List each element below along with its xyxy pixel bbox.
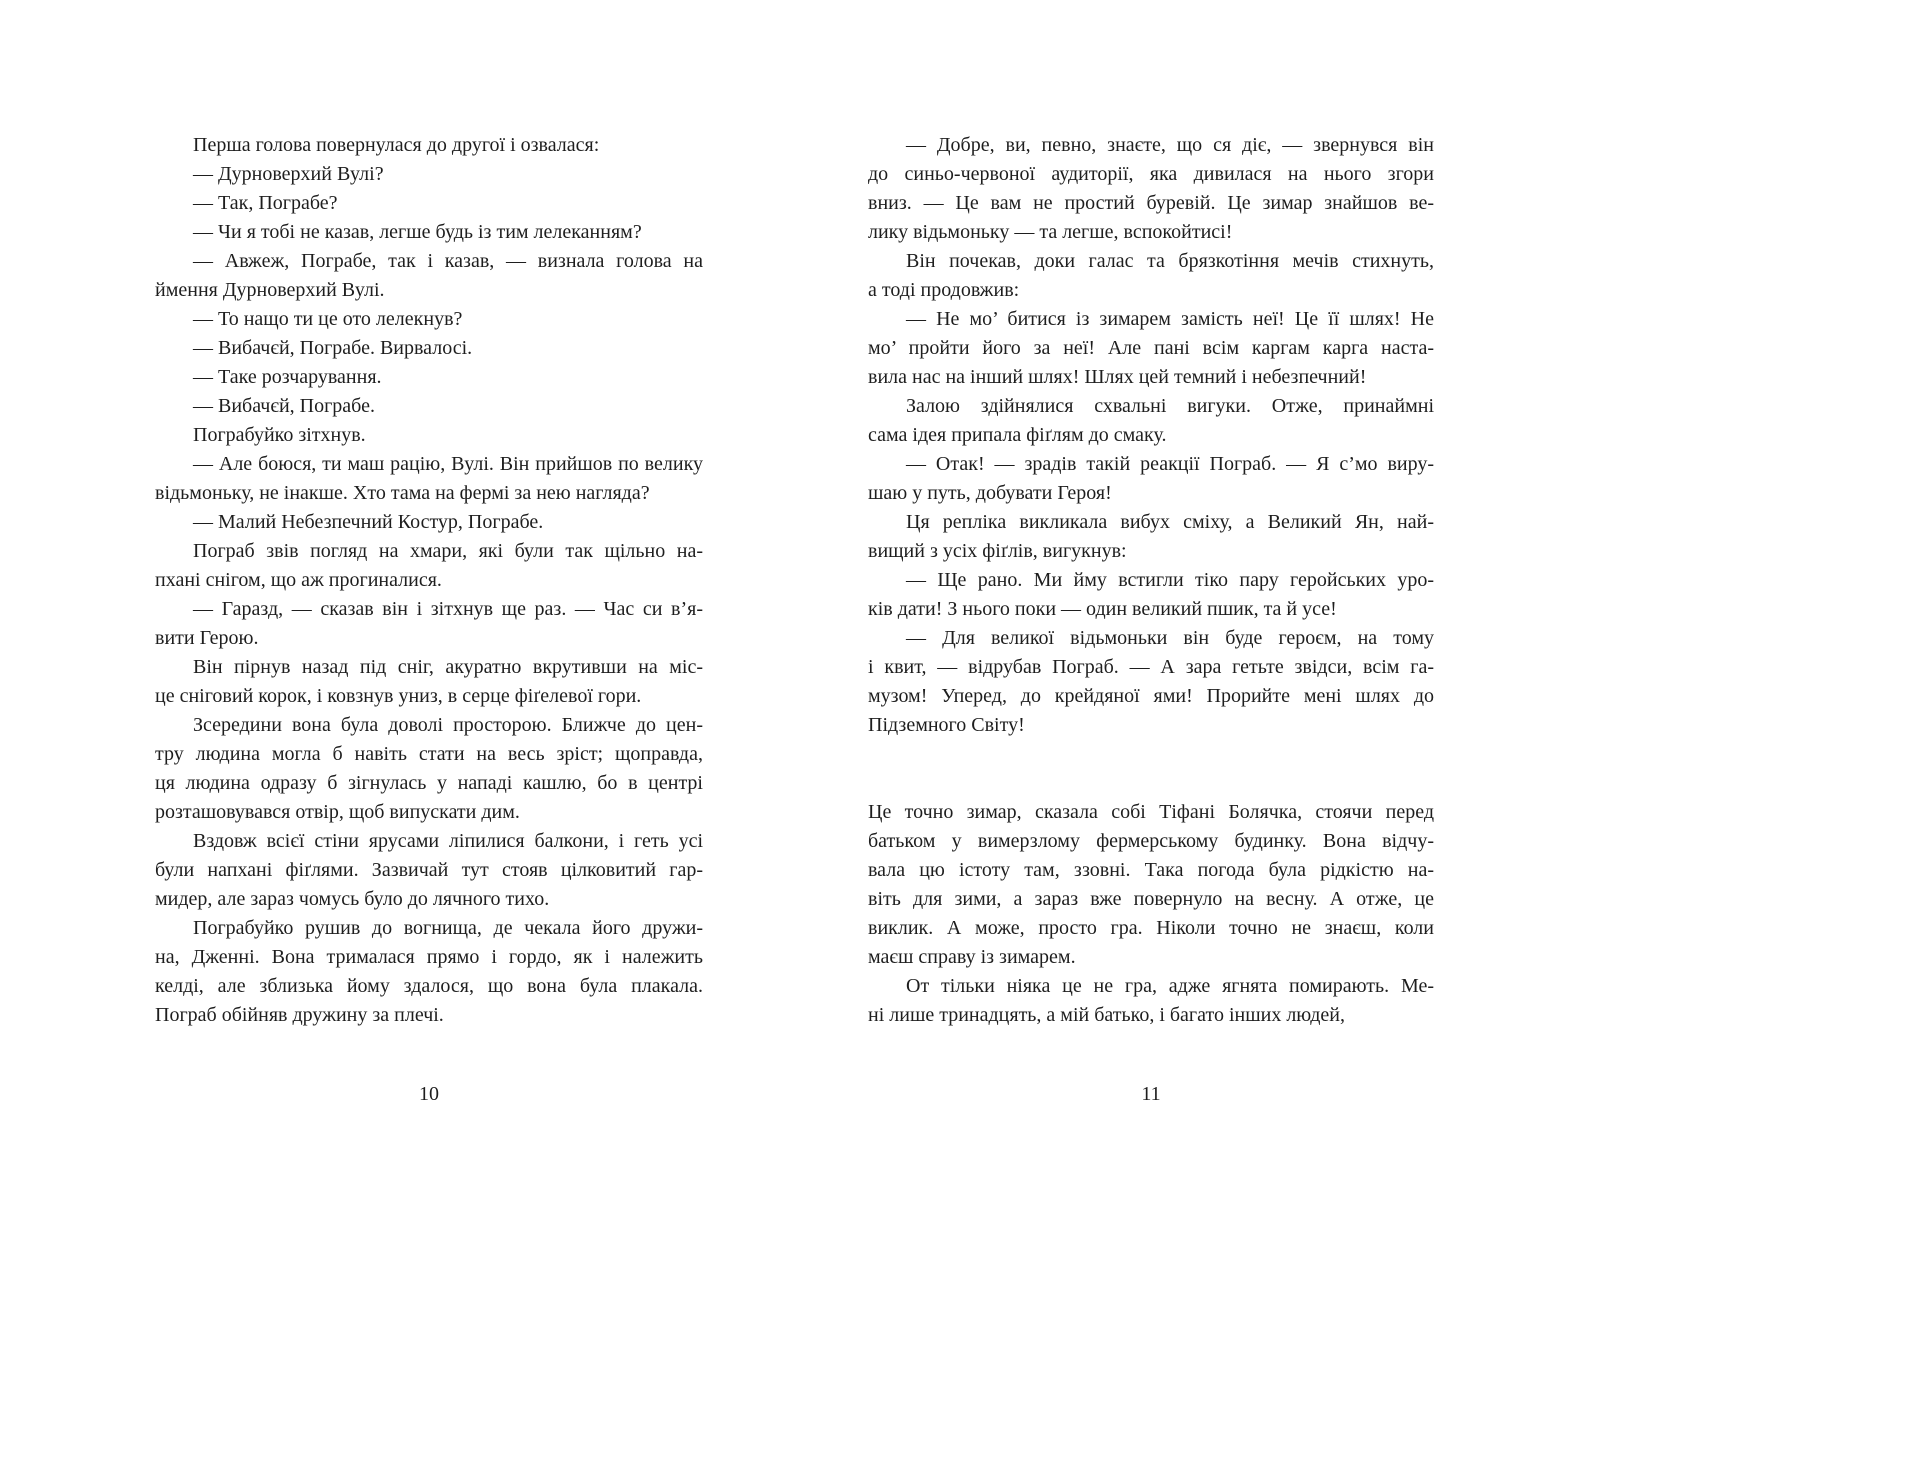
page-right-text-column — [868, 131, 1434, 1030]
text-line: на, Дженні. Вона трималася прямо і гордо, як і належить — [155, 946, 703, 968]
text-line: відьмоньку, не інакше. Хто тама на фермі за нею нагляда? — [155, 482, 650, 504]
text-line: ні лише тринадцять, а мій батько, і багато інших людей, — [868, 1004, 1345, 1026]
text-line: Пограбуйко рушив до вогнища, де чекала його дружи- — [193, 917, 703, 939]
text-line: тру людина могла б навіть стати на весь зріст; щоправда, — [155, 743, 703, 765]
text-line: — Для великої відьмоньки він буде героєм, на тому — [906, 627, 1434, 649]
text-line: — Авжеж, Пограбе, так і казав, — визнала голова на — [193, 250, 703, 272]
text-line: Це точно зимар, сказала собі Тіфані Болячка, стоячи перед — [868, 801, 1434, 823]
text-line: — Добре, ви, певно, знаєте, що ся діє, — звернувся він — [906, 134, 1434, 156]
text-line: музом! Уперед, до крейдяної ями! Прорийте мені шлях до — [868, 685, 1434, 707]
section-break — [868, 740, 1434, 798]
text-line: келді, але зблизька йому здалося, що вона була плакала. — [155, 975, 703, 997]
text-line: і квит, — відрубав Пограб. — А зара гетьте звідси, всім га- — [868, 656, 1434, 678]
text-line: ймення Дурноверхий Вулі. — [155, 279, 385, 301]
text-line: Вздовж всієї стіни ярусами ліпилися балкони, і геть усі — [193, 830, 703, 852]
text-line: — Чи я тобі не казав, легше будь із тим лелеканням? — [193, 221, 642, 243]
text-line: Він пірнув назад під сніг, акуратно вкрутивши на міс- — [193, 656, 703, 678]
text-line: до синьо-червоної аудиторії, яка дивилася на нього згори — [868, 163, 1434, 185]
text-line: От тільки ніяка це не гра, адже ягнята помирають. Ме- — [906, 975, 1434, 997]
text-line: пхані снігом, що аж прогиналися. — [155, 569, 442, 591]
text-line: Ця репліка викликала вибух сміху, а Великий Ян, най- — [906, 511, 1434, 533]
text-line: — Так, Пограбе? — [193, 192, 338, 214]
text-line: а тоді продовжив: — [868, 279, 1020, 301]
page-number-right: 11 — [1141, 1083, 1161, 1105]
text-line: виклик. А може, просто гра. Ніколи точно не знаєш, коли — [868, 917, 1434, 939]
text-line: мидер, але зараз чомусь було до лячного тихо. — [155, 888, 550, 910]
text-line: — Але боюся, ти маш рацію, Вулі. Він прийшов по велику — [193, 453, 703, 475]
text-line: мо’ пройти його за неї! Але пані всім каргам карга наста- — [868, 337, 1434, 359]
text-line: ків дати! З нього поки — один великий пшик, та й усе! — [868, 598, 1337, 620]
text-line: розташовувався отвір, щоб випускати дим. — [155, 801, 520, 823]
text-line: вити Герою. — [155, 627, 259, 649]
text-line: — Отак! — зрадів такій реакції Пограб. — Я с’мо виру- — [906, 453, 1434, 475]
text-line: Він почекав, доки галас та брязкотіння мечів стихнуть, — [906, 250, 1434, 272]
text-line: лику відьмоньку — та легше, вспокойтисі! — [868, 221, 1233, 243]
text-line: — Вибачєй, Пограбе. — [193, 395, 375, 417]
text-line: Пограб обійняв дружину за плечі. — [155, 1004, 444, 1026]
text-line: — Малий Небезпечний Костур, Пограбе. — [193, 511, 544, 533]
text-line: — Ще рано. Ми йму встигли тіко пару геройських уро- — [906, 569, 1434, 591]
page-left-text-column — [155, 131, 703, 1030]
text-line: — Гаразд, — сказав він і зітхнув ще раз. — Час си в’я- — [193, 598, 703, 620]
text-line: Перша голова повернулася до другої і озвалася: — [193, 134, 600, 156]
text-line: Пограб звів погляд на хмари, які були так щільно на- — [193, 540, 703, 562]
text-line: шаю у путь, добувати Героя! — [868, 482, 1112, 504]
text-line: Залою здійнялися схвальні вигуки. Отже, принаймні — [906, 395, 1434, 417]
text-line: маєш справу із зимарем. — [868, 946, 1076, 968]
text-line: — Вибачєй, Пограбе. Вирвалосі. — [193, 337, 473, 359]
text-line: Пограбуйко зітхнув. — [193, 424, 366, 446]
text-line: ця людина одразу б зігнулась у нападі кашлю, бо в центрі — [155, 772, 703, 794]
text-line: це сніговий корок, і ковзнув униз, в серце фіґелевої гори. — [155, 685, 642, 707]
page-number-left: 10 — [419, 1083, 439, 1105]
text-line: були напхані фіґлями. Зазвичай тут стояв цілковитий гар- — [155, 859, 703, 881]
text-line: вила нас на інший шлях! Шлях цей темний і небезпечний! — [868, 366, 1367, 388]
text-line: вниз. — Це вам не простий буревій. Це зимар знайшов ве- — [868, 192, 1434, 214]
text-line: віть для зими, а зараз вже повернуло на весну. А отже, це — [868, 888, 1434, 910]
text-line: — Не мо’ битися із зимарем замість неї! Це її шлях! Не — [906, 308, 1434, 330]
text-line: вищий з усіх фіґлів, вигукнув: — [868, 540, 1127, 562]
text-line: — Таке розчарування. — [193, 366, 382, 388]
text-line: сама ідея припала фіґлям до смаку. — [868, 424, 1167, 446]
text-line: Підземного Світу! — [868, 714, 1025, 736]
text-line: батьком у вимерзлому фермерському будинку. Вона відчу- — [868, 830, 1434, 852]
text-line: Зсередини вона була доволі просторою. Ближче до цен- — [193, 714, 703, 736]
text-line: — То нащо ти це ото лелекнув? — [193, 308, 463, 330]
text-line: — Дурноверхий Вулі? — [193, 163, 384, 185]
text-line: вала цю істоту там, ззовні. Така погода була рідкістю на- — [868, 859, 1434, 881]
